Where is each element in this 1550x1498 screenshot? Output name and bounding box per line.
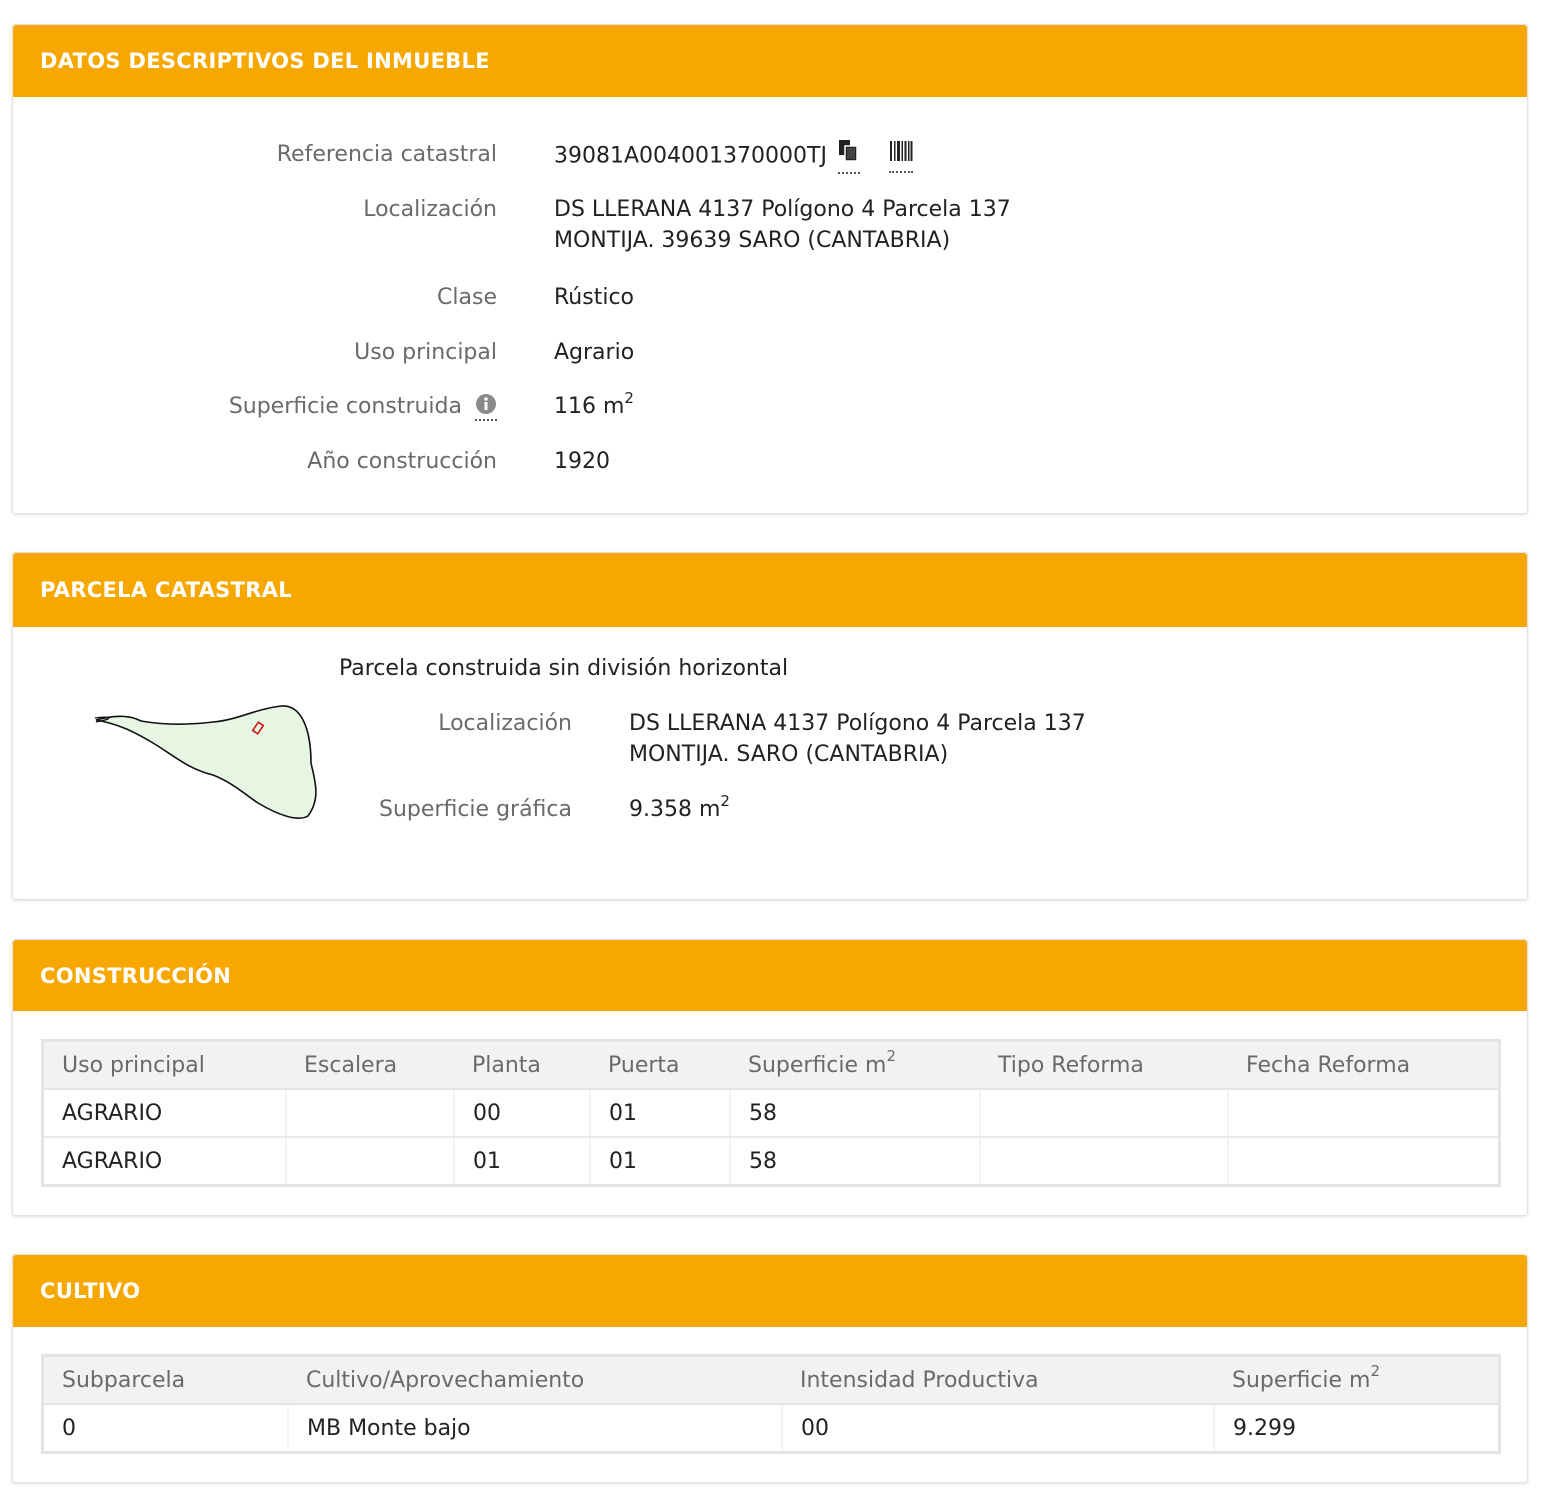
col-uso-principal: Uso principal (43, 1041, 287, 1090)
parcela-localizacion-line2: MONTIJA. SARO (CANTABRIA) (629, 742, 949, 767)
inmueble-panel (12, 24, 1528, 514)
localizacion-label: Localización (363, 197, 497, 222)
construccion-table (41, 1039, 1501, 1187)
col-superficie (1214, 1356, 1500, 1405)
col-intensidad: Intensidad Productiva (782, 1356, 1214, 1405)
col-superficie-label: Superficie m (748, 1052, 887, 1078)
referencia-value: 39081A004001370000TJ (554, 143, 827, 169)
localizacion-line1: DS LLERANA 4137 Polígono 4 Parcela 137 (554, 197, 1011, 222)
col-superficie (730, 1041, 980, 1090)
anio-value: 1920 (554, 449, 610, 474)
cell-superficie: 9.299 (1233, 1415, 1296, 1441)
parcela-localizacion-label: Localización (438, 711, 572, 736)
construccion-header-row (43, 1041, 1500, 1090)
construccion-title: CONSTRUCCIÓN (40, 963, 232, 988)
col-tipo-reforma: Tipo Reforma (980, 1041, 1228, 1090)
cell-tipo-reforma (980, 1089, 1228, 1137)
cultivo-table (41, 1354, 1501, 1454)
parcela-localizacion-line1: DS LLERANA 4137 Polígono 4 Parcela 137 (629, 711, 1086, 736)
localizacion-value (554, 194, 1011, 256)
col-escalera: Escalera (286, 1041, 454, 1090)
referencia-label: Referencia catastral (276, 142, 497, 167)
parcela-superficie-row (629, 791, 730, 825)
parcela-map[interactable] (93, 703, 333, 823)
clase-value: Rústico (554, 285, 634, 310)
cultivo-header-row (43, 1356, 1500, 1405)
col-subparcela: Subparcela (43, 1356, 289, 1405)
cell-fecha-reforma (1228, 1137, 1500, 1186)
uso-value: Agrario (554, 340, 635, 365)
localizacion-line2: MONTIJA. 39639 SARO (CANTABRIA) (554, 228, 951, 253)
col-planta: Planta (454, 1041, 590, 1090)
uso-label: Uso principal (354, 340, 497, 365)
cell-escalera (286, 1089, 454, 1137)
cultivo-panel (12, 1254, 1528, 1483)
copy-icon[interactable] (838, 139, 860, 174)
superficie-value-row (554, 388, 634, 422)
cell-fecha-reforma (1228, 1089, 1500, 1137)
inmueble-header (13, 25, 1527, 97)
superficie-value: 116 m (554, 394, 625, 419)
cell-superficie: 58 (730, 1137, 980, 1186)
parcela-title: PARCELA CATASTRAL (40, 578, 292, 602)
cell-planta: 00 (454, 1089, 590, 1137)
parcela-superficie-label: Superficie gráfica (379, 797, 572, 822)
table-row (43, 1089, 1500, 1137)
parcela-localizacion-value (629, 708, 1086, 770)
clase-label: Clase (437, 285, 497, 310)
cell-cultivo: MB Monte bajo (288, 1404, 782, 1453)
cell-puerta: 01 (590, 1089, 730, 1137)
superficie-label: Superficie construida (228, 394, 462, 419)
referencia-value-row (554, 139, 913, 174)
inmueble-title: DATOS DESCRIPTIVOS DEL INMUEBLE (40, 49, 490, 73)
table-row (43, 1137, 1500, 1186)
superficie-unit-sup: 2 (624, 388, 634, 407)
cultivo-header (13, 1255, 1527, 1327)
cell-uso: AGRARIO (43, 1137, 287, 1186)
barcode-icon[interactable] (889, 140, 913, 173)
cell-superficie: 58 (730, 1089, 980, 1137)
col-puerta: Puerta (590, 1041, 730, 1090)
parcela-header (13, 553, 1527, 627)
construccion-header (13, 940, 1527, 1011)
parcela-panel (12, 552, 1528, 900)
anio-label: Año construcción (307, 449, 497, 474)
cultivo-title: CULTIVO (40, 1279, 141, 1303)
info-icon[interactable] (475, 393, 497, 421)
parcela-subtitle: Parcela construida sin división horizontal (339, 656, 789, 681)
col-superficie-sup: 2 (886, 1047, 897, 1066)
cell-tipo-reforma (980, 1137, 1228, 1186)
construccion-panel (12, 939, 1528, 1216)
cell-puerta: 01 (590, 1137, 730, 1186)
table-row (43, 1404, 1500, 1453)
col-fecha-reforma: Fecha Reforma (1228, 1041, 1500, 1090)
cell-planta: 01 (454, 1137, 590, 1186)
cell-escalera (286, 1137, 454, 1186)
cell-uso: AGRARIO (43, 1089, 287, 1137)
parcela-superficie-sup: 2 (720, 791, 730, 810)
col-superficie-sup: 2 (1370, 1362, 1381, 1381)
col-cultivo: Cultivo/Aprovechamiento (288, 1356, 782, 1405)
parcela-superficie-value: 9.358 m (629, 797, 721, 822)
superficie-label-row (229, 391, 497, 422)
cell-intensidad: 00 (782, 1404, 1214, 1453)
cell-subparcela: 0 (43, 1404, 289, 1453)
col-superficie-label: Superficie m (1232, 1367, 1371, 1393)
